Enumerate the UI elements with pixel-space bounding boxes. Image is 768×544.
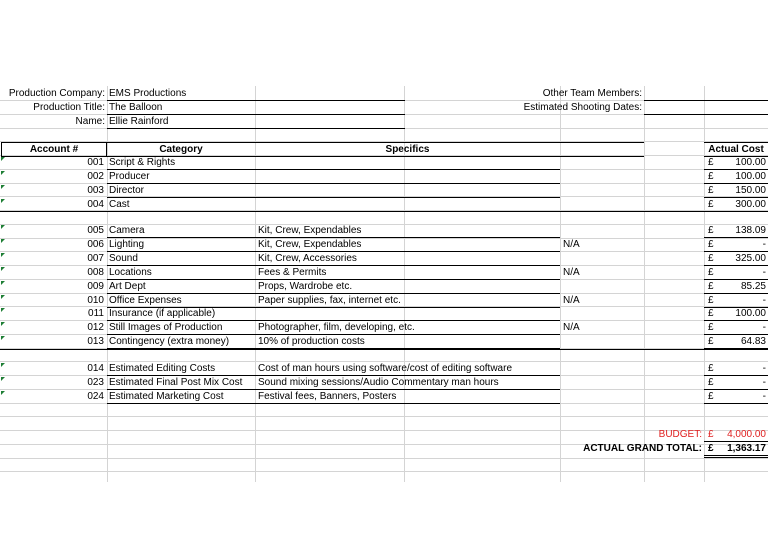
- na-cell: [563, 224, 641, 237]
- na-cell: N/A: [563, 295, 580, 306]
- specifics-cell[interactable]: [258, 307, 558, 320]
- cell-flag-icon: [1, 308, 5, 312]
- underline: [704, 403, 768, 404]
- specifics-cell[interactable]: [258, 170, 558, 183]
- cell-flag-icon: [1, 322, 5, 326]
- actual-cost-cell[interactable]: 100.00: [735, 171, 766, 182]
- cell-flag-icon: [1, 185, 5, 189]
- currency-symbol: £: [708, 171, 714, 182]
- specifics-cell[interactable]: Photographer, film, developing, etc.: [258, 322, 415, 333]
- underline: [704, 455, 768, 456]
- cell-flag-icon: [1, 377, 5, 381]
- na-cell: [563, 376, 641, 389]
- na-cell: [563, 170, 641, 183]
- specifics-cell[interactable]: [258, 198, 558, 211]
- actual-cost-cell[interactable]: -: [762, 377, 766, 388]
- category-cell[interactable]: Sound: [109, 253, 138, 264]
- specifics-cell[interactable]: 10% of production costs: [258, 336, 365, 347]
- category-cell[interactable]: Insurance (if applicable): [109, 308, 216, 319]
- specifics-cell[interactable]: Kit, Crew, Expendables: [258, 225, 362, 236]
- currency-symbol: £: [708, 267, 714, 278]
- name-label: Name:: [75, 116, 105, 127]
- grid-line: [0, 471, 768, 472]
- grand-total-value[interactable]: 1,363.17: [727, 443, 766, 454]
- cell-flag-icon: [1, 267, 5, 271]
- na-cell: [563, 307, 641, 320]
- category-cell[interactable]: Office Expenses: [109, 295, 182, 306]
- currency-symbol: £: [708, 185, 714, 196]
- actual-cost-cell[interactable]: 100.00: [735, 308, 766, 319]
- actual-cost-cell[interactable]: 325.00: [735, 253, 766, 264]
- grand-total-currency: £: [708, 443, 714, 454]
- currency-symbol: £: [708, 225, 714, 236]
- currency-symbol: £: [708, 253, 714, 264]
- actual-cost-cell[interactable]: 300.00: [735, 199, 766, 210]
- specifics-cell[interactable]: Paper supplies, fax, internet etc.: [258, 295, 401, 306]
- specifics-cell[interactable]: Fees & Permits: [258, 267, 327, 278]
- actual-cost-cell[interactable]: -: [762, 322, 766, 333]
- account-number: 008: [87, 267, 104, 278]
- company-value[interactable]: EMS Productions: [109, 88, 187, 99]
- account-number: 014: [87, 363, 104, 374]
- na-cell: [563, 362, 641, 375]
- budget-currency: £: [708, 429, 714, 440]
- currency-symbol: £: [708, 391, 714, 402]
- currency-symbol: £: [708, 281, 714, 292]
- cell-flag-icon: [1, 239, 5, 243]
- account-number: 024: [87, 391, 104, 402]
- account-number: 009: [87, 281, 104, 292]
- specifics-cell[interactable]: [258, 184, 558, 197]
- budget-label: BUDGET:: [658, 429, 702, 440]
- na-cell: N/A: [563, 322, 580, 333]
- account-number: 023: [87, 377, 104, 388]
- grid-line: [0, 416, 768, 417]
- actual-cost-cell[interactable]: 150.00: [735, 185, 766, 196]
- cell-flag-icon: [1, 157, 5, 161]
- underline: [107, 100, 405, 101]
- na-cell: [563, 184, 641, 197]
- header-specifics: Specifics: [255, 142, 560, 157]
- underline: [704, 441, 768, 442]
- cell-flag-icon: [1, 295, 5, 299]
- account-number: 001: [87, 157, 104, 168]
- currency-symbol: £: [708, 239, 714, 250]
- account-number: 002: [87, 171, 104, 182]
- title-label: Production Title:: [33, 102, 105, 113]
- na-cell: [563, 156, 641, 169]
- category-cell[interactable]: Director: [109, 185, 145, 196]
- cell-flag-icon: [1, 199, 5, 203]
- category-cell[interactable]: Contingency (extra money): [109, 336, 230, 347]
- spreadsheet: [0, 86, 768, 482]
- currency-symbol: £: [708, 295, 714, 306]
- specifics-cell[interactable]: Props, Wardrobe etc.: [258, 281, 353, 292]
- na-cell: [563, 335, 641, 348]
- header-gap: [644, 142, 704, 157]
- underline: [644, 100, 768, 101]
- underline: [107, 114, 405, 115]
- cell-flag-icon: [1, 253, 5, 257]
- name-value[interactable]: Ellie Rainford: [109, 116, 169, 127]
- category-cell[interactable]: Cast: [109, 199, 130, 210]
- actual-cost-cell[interactable]: 85.25: [740, 281, 766, 292]
- underline: [107, 128, 405, 129]
- actual-cost-cell[interactable]: -: [762, 239, 766, 250]
- account-number: 005: [87, 225, 104, 236]
- na-cell: [563, 252, 641, 265]
- cell-flag-icon: [1, 363, 5, 367]
- underline: [107, 403, 560, 404]
- header-actual-cost: Actual Cost: [704, 142, 768, 157]
- team-members-label: Other Team Members:: [542, 88, 642, 99]
- category-cell[interactable]: Locations: [109, 267, 152, 278]
- shooting-dates-label: Estimated Shooting Dates:: [523, 102, 642, 113]
- category-cell[interactable]: Still Images of Production: [109, 322, 223, 333]
- category-cell[interactable]: Producer: [109, 171, 150, 182]
- category-cell[interactable]: Art Dept: [109, 281, 146, 292]
- header-blank: [560, 142, 644, 157]
- actual-cost-cell[interactable]: -: [762, 267, 766, 278]
- na-cell: [563, 198, 641, 211]
- currency-symbol: £: [708, 363, 714, 374]
- specifics-cell[interactable]: Cost of man hours using software/cost of editing software: [258, 363, 513, 374]
- actual-cost-cell[interactable]: 100.00: [735, 157, 766, 168]
- category-cell[interactable]: Estimated Marketing Cost: [109, 391, 224, 402]
- underline: [644, 114, 768, 115]
- account-number: 003: [87, 185, 104, 196]
- currency-symbol: £: [708, 308, 714, 319]
- currency-symbol: £: [708, 322, 714, 333]
- category-cell[interactable]: Estimated Editing Costs: [109, 363, 216, 374]
- header-account: Account #: [1, 142, 107, 157]
- cell-flag-icon: [1, 281, 5, 285]
- na-cell: [563, 390, 641, 403]
- na-cell: N/A: [563, 267, 580, 278]
- specifics-cell[interactable]: Kit, Crew, Expendables: [258, 239, 362, 250]
- currency-symbol: £: [708, 199, 714, 210]
- currency-symbol: £: [708, 157, 714, 168]
- cell-flag-icon: [1, 336, 5, 340]
- section-divider: [0, 211, 768, 212]
- cell-flag-icon: [1, 391, 5, 395]
- category-cell[interactable]: Camera: [109, 225, 145, 236]
- actual-cost-cell[interactable]: -: [762, 363, 766, 374]
- category-cell[interactable]: Estimated Final Post Mix Cost: [109, 377, 243, 388]
- grand-total-label: ACTUAL GRAND TOTAL:: [583, 443, 702, 454]
- specifics-cell[interactable]: [258, 156, 558, 169]
- account-number: 011: [88, 308, 104, 319]
- category-cell[interactable]: Lighting: [109, 239, 145, 250]
- account-number: 013: [87, 336, 104, 347]
- underline: [704, 457, 768, 458]
- actual-cost-cell[interactable]: 64.83: [740, 336, 766, 347]
- specifics-cell[interactable]: Sound mixing sessions/Audio Commentary man hours: [258, 377, 499, 388]
- account-number: 007: [87, 253, 104, 264]
- grid-line: [0, 458, 768, 459]
- header-category: Category: [107, 142, 255, 157]
- title-value[interactable]: The Balloon: [109, 102, 163, 113]
- currency-symbol: £: [708, 336, 714, 347]
- company-label: Production Company:: [8, 88, 105, 99]
- section-divider: [0, 349, 768, 350]
- actual-cost-cell[interactable]: -: [762, 391, 766, 402]
- actual-cost-cell[interactable]: -: [762, 295, 766, 306]
- cell-flag-icon: [1, 171, 5, 175]
- budget-value[interactable]: 4,000.00: [727, 429, 766, 440]
- specifics-cell[interactable]: Kit, Crew, Accessories: [258, 253, 357, 264]
- specifics-cell[interactable]: Festival fees, Banners, Posters: [258, 391, 397, 402]
- category-cell[interactable]: Script & Rights: [109, 157, 176, 168]
- account-number: 012: [87, 322, 104, 333]
- currency-symbol: £: [708, 377, 714, 388]
- actual-cost-cell[interactable]: 138.09: [735, 225, 766, 236]
- na-cell: [563, 280, 641, 293]
- na-cell: N/A: [563, 239, 580, 250]
- account-number: 006: [87, 239, 104, 250]
- cell-flag-icon: [1, 225, 5, 229]
- account-number: 004: [87, 199, 104, 210]
- account-number: 010: [87, 295, 104, 306]
